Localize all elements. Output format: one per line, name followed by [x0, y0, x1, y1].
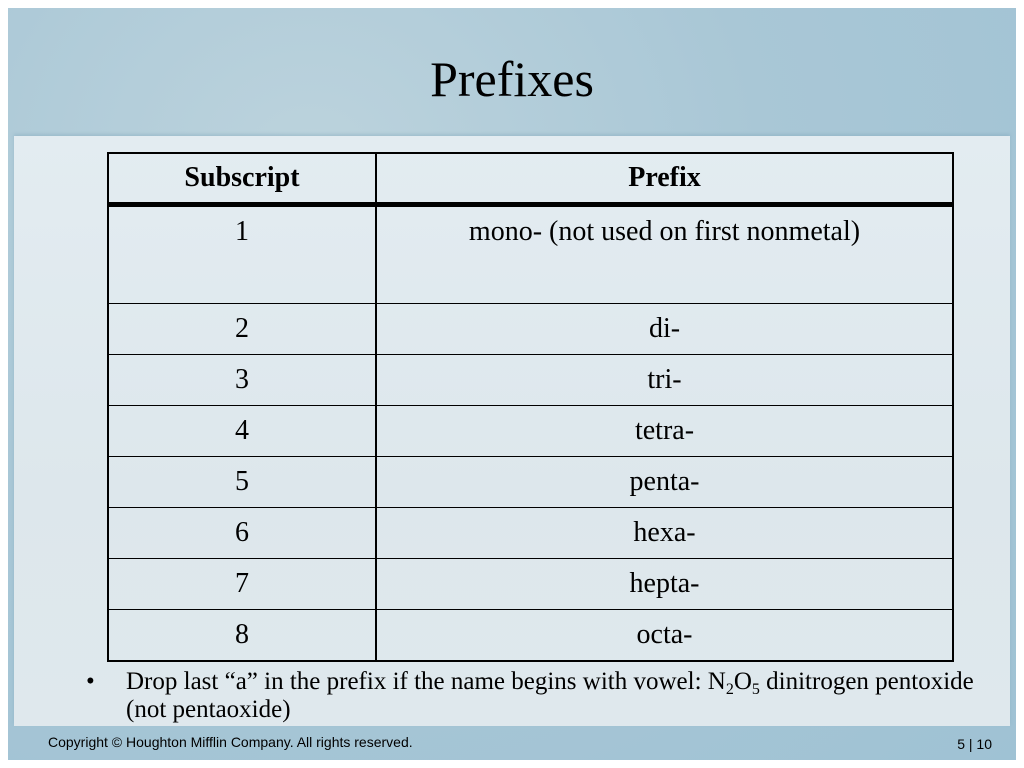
prefix-cell: tetra- [376, 406, 953, 457]
table-row [108, 205, 953, 304]
table-header-row [108, 153, 953, 205]
prefix-table [107, 152, 954, 662]
page-number: 5 | 10 [957, 736, 992, 752]
prefix-cell: penta- [376, 457, 953, 508]
subscript-2: 2 [725, 681, 734, 698]
copyright-text: Copyright © Houghton Mifflin Company. All rights reserved. [48, 734, 413, 750]
subscript-cell: 4 [108, 406, 376, 457]
note-text-end: dinitrogen pentoxide (not pentaoxide) [126, 668, 974, 723]
table-row [108, 610, 953, 662]
table-row [108, 457, 953, 508]
subscript-cell: 6 [108, 508, 376, 559]
note-text [126, 668, 1006, 724]
note-text-start: Drop last “a” in the prefix if the name begins with vowel: N [126, 668, 726, 695]
bullet-icon: • [86, 668, 95, 695]
header-subscript: Subscript [108, 153, 376, 205]
subscript-5: 5 [751, 681, 760, 698]
subscript-cell: 7 [108, 559, 376, 610]
note-oxygen: O [733, 668, 752, 695]
prefix-cell: mono- (not used on first nonmetal) [376, 205, 953, 304]
subscript-cell: 1 [108, 205, 376, 304]
table-row [108, 559, 953, 610]
table-row [108, 355, 953, 406]
subscript-cell: 5 [108, 457, 376, 508]
prefix-cell: tri- [376, 355, 953, 406]
slide-title: Prefixes [430, 51, 594, 107]
prefix-cell: di- [376, 304, 953, 355]
header-prefix: Prefix [376, 153, 953, 205]
table-row [108, 508, 953, 559]
subscript-cell: 8 [108, 610, 376, 662]
subscript-cell: 3 [108, 355, 376, 406]
table-row [108, 406, 953, 457]
prefix-cell: hexa- [376, 508, 953, 559]
subscript-cell: 2 [108, 304, 376, 355]
prefix-cell: hepta- [376, 559, 953, 610]
prefix-cell: octa- [376, 610, 953, 662]
slide-footer [0, 728, 1024, 760]
table-row [108, 304, 953, 355]
